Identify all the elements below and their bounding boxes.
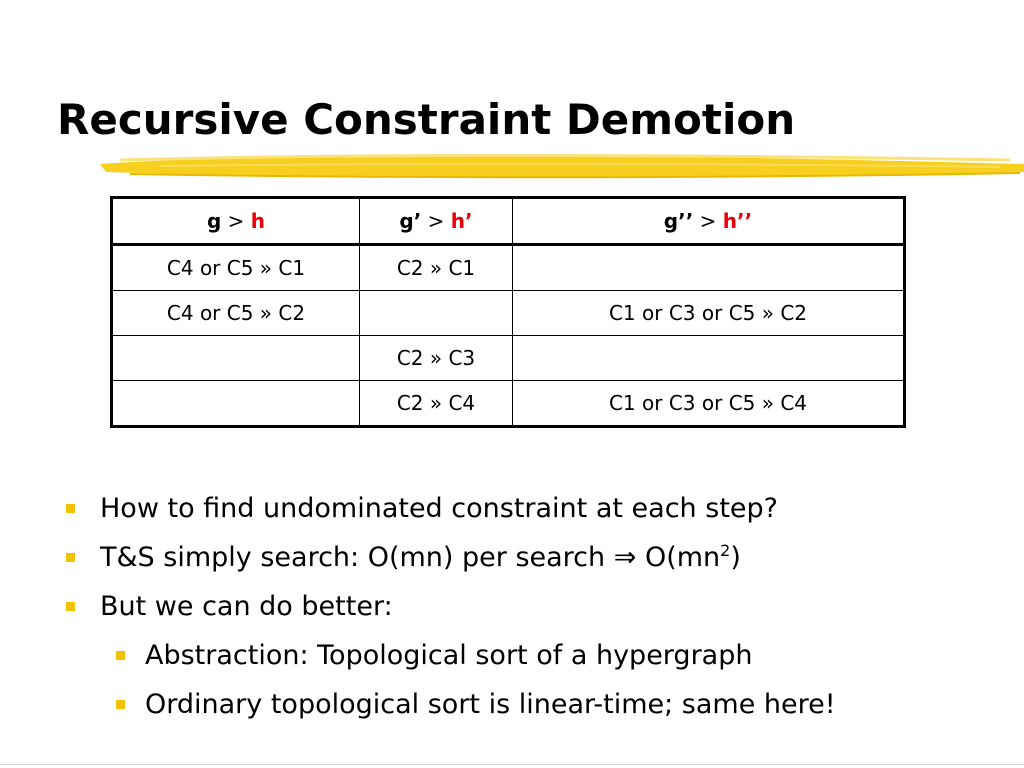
slide-title: Recursive Constraint Demotion — [57, 95, 796, 144]
table-cell — [112, 381, 360, 427]
bottom-divider — [0, 764, 1024, 765]
bullet-square-icon — [66, 553, 75, 562]
bullet-square-icon — [66, 602, 75, 611]
table-cell — [513, 336, 905, 381]
header-g-h: g > h — [112, 198, 360, 245]
table-cell — [513, 245, 905, 291]
bullet-list — [60, 484, 836, 729]
sub-bullet-item: Ordinary topological sort is linear-time; same here! — [60, 680, 836, 729]
table-cell: C1 or C3 or C5 » C4 — [513, 381, 905, 427]
table-cell: C4 or C5 » C1 — [112, 245, 360, 291]
bullet-item: But we can do better: — [60, 582, 836, 631]
title-underline-brushstroke — [100, 150, 1024, 184]
table-row — [112, 381, 905, 427]
bullet-square-icon — [116, 651, 125, 660]
table-cell — [360, 291, 513, 336]
table-cell: C1 or C3 or C5 » C2 — [513, 291, 905, 336]
table-cell: C2 » C4 — [360, 381, 513, 427]
bullet-square-icon — [66, 504, 75, 513]
sub-bullet-item: Abstraction: Topological sort of a hypergraph — [60, 631, 836, 680]
header-g1-h1: g’ > h’ — [360, 198, 513, 245]
table-row — [112, 291, 905, 336]
implies-arrow-icon: ⇒ — [613, 542, 637, 573]
table-row — [112, 245, 905, 291]
table-cell — [112, 336, 360, 381]
table-header-row — [112, 198, 905, 245]
table-row — [112, 336, 905, 381]
table-cell: C2 » C1 — [360, 245, 513, 291]
constraint-table — [110, 196, 906, 428]
table-cell: C4 or C5 » C2 — [112, 291, 360, 336]
bullet-square-icon — [116, 700, 125, 709]
table-cell: C2 » C3 — [360, 336, 513, 381]
bullet-item: How to find undominated constraint at each step? — [60, 484, 836, 533]
bullet-item: T&S simply search: O(mn) per search ⇒ $O(mn^2)$ — [60, 533, 836, 582]
header-g2-h2: g’’ > h’’ — [513, 198, 905, 245]
